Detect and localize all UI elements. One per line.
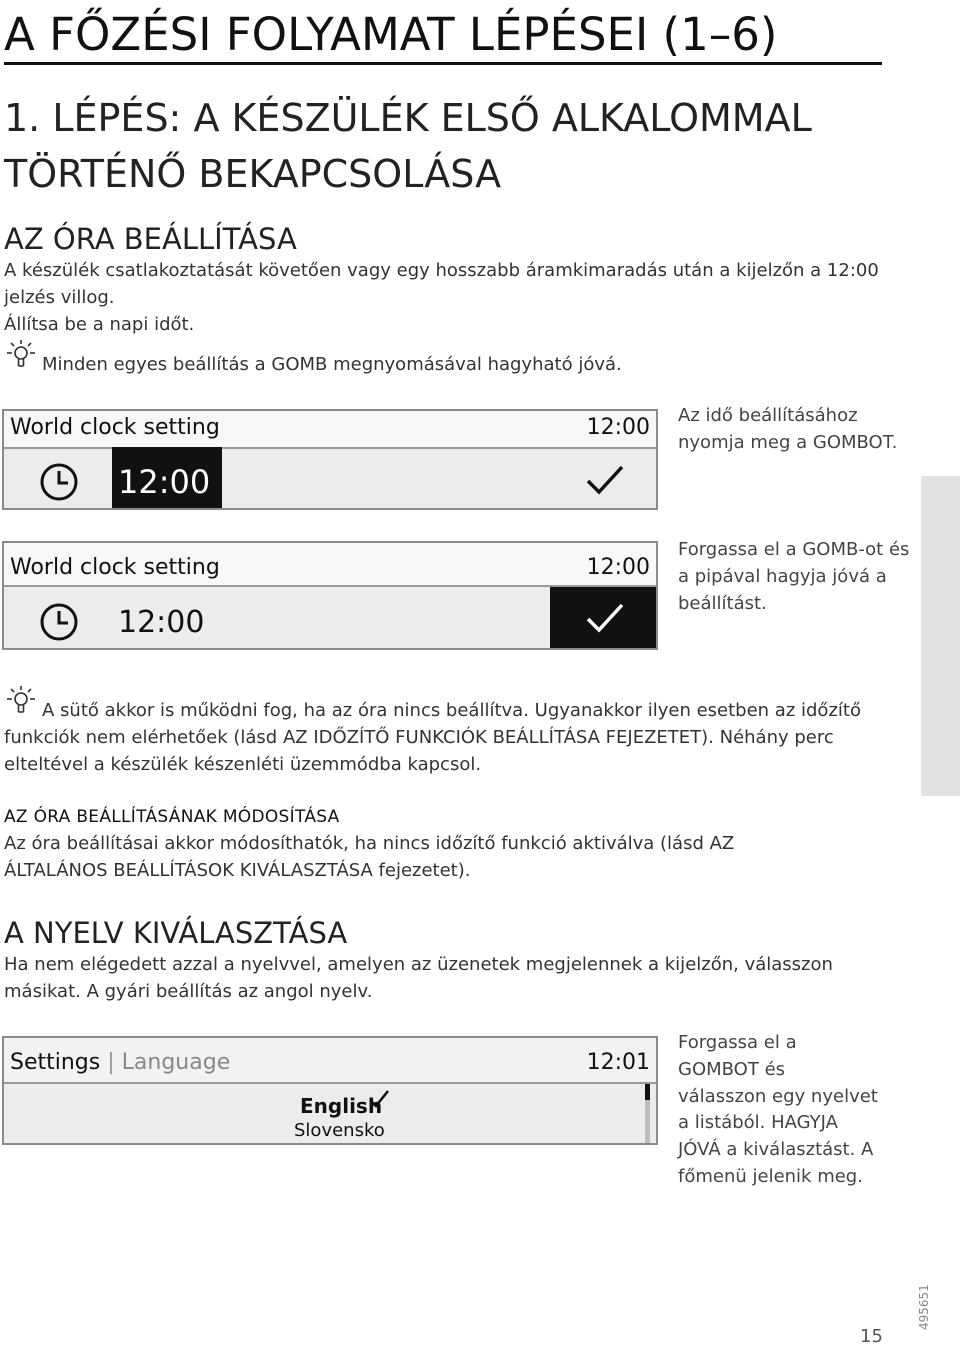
language-heading: A NYELV KIVÁLASZTÁSA [4,916,348,950]
page-title: A FŐZÉSI FOLYAMAT LÉPÉSEI (1–6) [4,8,778,61]
language-option-2: Slovensko [294,1120,385,1141]
breadcrumb-separator: | [107,1050,115,1075]
side-tab-marker [921,476,960,796]
screen3-title: Settings [10,1050,101,1075]
tip-icon [4,338,38,376]
display-screen-1 [2,409,658,510]
modify-heading: AZ ÓRA BEÁLLÍTÁSÁNAK MÓDOSÍTÁSA [4,807,340,827]
document-id: 495651 [917,1284,931,1330]
checkmark-icon [584,463,626,501]
clock-tip: Minden egyes beállítás a GOMB megnyomásával hagyható jóvá. [42,354,622,375]
tip2-rest: Ugyanakkor ilyen esetben az időzítő funkciók nem elérhetőek (lásd AZ IDŐZÍTŐ FUNKCIÓK BEÁLLÍTÁSA FEJEZETET). Néhány perc elteltével a készülék készenléti üzemmódba kapcsol. [4,700,861,775]
step1-heading [4,90,812,202]
clock-icon [38,461,80,507]
tip2-paragraph [4,697,899,778]
screen2-selected-confirm [550,587,658,650]
screen1-time-value: 12:00 [118,463,211,501]
tip2-first: A sütő akkor is működni fog, ha az óra nincs beállítva. [42,700,529,721]
side-instruction-1: Az idő beállításához nyomja meg a GOMBOT. [678,405,898,453]
language-paragraph: Ha nem elégedett azzal a nyelvvel, amelyen az üzenetek megjelennek a kijelzőn, válasszon másikat. A gyári beállítás az angol nyelv. [4,954,833,1002]
side-instruction-3: Forgassa el a GOMBOT és válasszon egy nyelvet a listából. HAGYJA JÓVÁ a kiválasztást. A főmenü jelenik meg. [678,1032,878,1187]
checkmark-icon [367,1088,391,1114]
step1-heading-line1: 1. LÉPÉS: A KÉSZÜLÉK ELSŐ ALKALOMMAL [4,96,812,140]
display-screen-2 [2,541,658,650]
screen1-selected-time [112,447,222,510]
screen3-time: 12:01 [586,1050,650,1075]
screen3-subtitle: Language [121,1050,231,1075]
screen2-title: World clock setting [10,555,220,580]
clock-icon [38,601,80,647]
screen1-time: 12:00 [586,415,650,440]
page-number: 15 [860,1326,883,1347]
screen3-breadcrumb [10,1050,230,1075]
clock-paragraph: A készülék csatlakoztatását követően vagy egy hosszabb áramkimaradás után a kijelzőn a 12:00 jelzés villog. [4,260,879,308]
clock-paragraph-2: Állítsa be a napi időt. [4,314,195,335]
step1-heading-line2: TÖRTÉNŐ BEKAPCSOLÁSA [4,152,502,196]
title-underline [4,62,882,65]
side-instruction-2: Forgassa el a GOMB-ot és a pipával hagyja jóvá a beállítást. [678,539,910,614]
display-screen-3 [2,1036,658,1145]
modify-paragraph: Az óra beállításai akkor módosíthatók, ha nincs időzítő funkció aktiválva (lásd AZ ÁLTALÁNOS BEÁLLÍTÁSOK KIVÁLASZTÁSA fejezetet). [4,833,735,881]
scrollbar-thumb [645,1084,650,1100]
screen2-time: 12:00 [586,555,650,580]
clock-heading: AZ ÓRA BEÁLLÍTÁSA [4,222,297,256]
checkmark-icon [584,601,626,639]
language-option-selected: English [300,1094,383,1118]
screen2-time-value: 12:00 [118,605,205,640]
screen1-title: World clock setting [10,415,220,440]
